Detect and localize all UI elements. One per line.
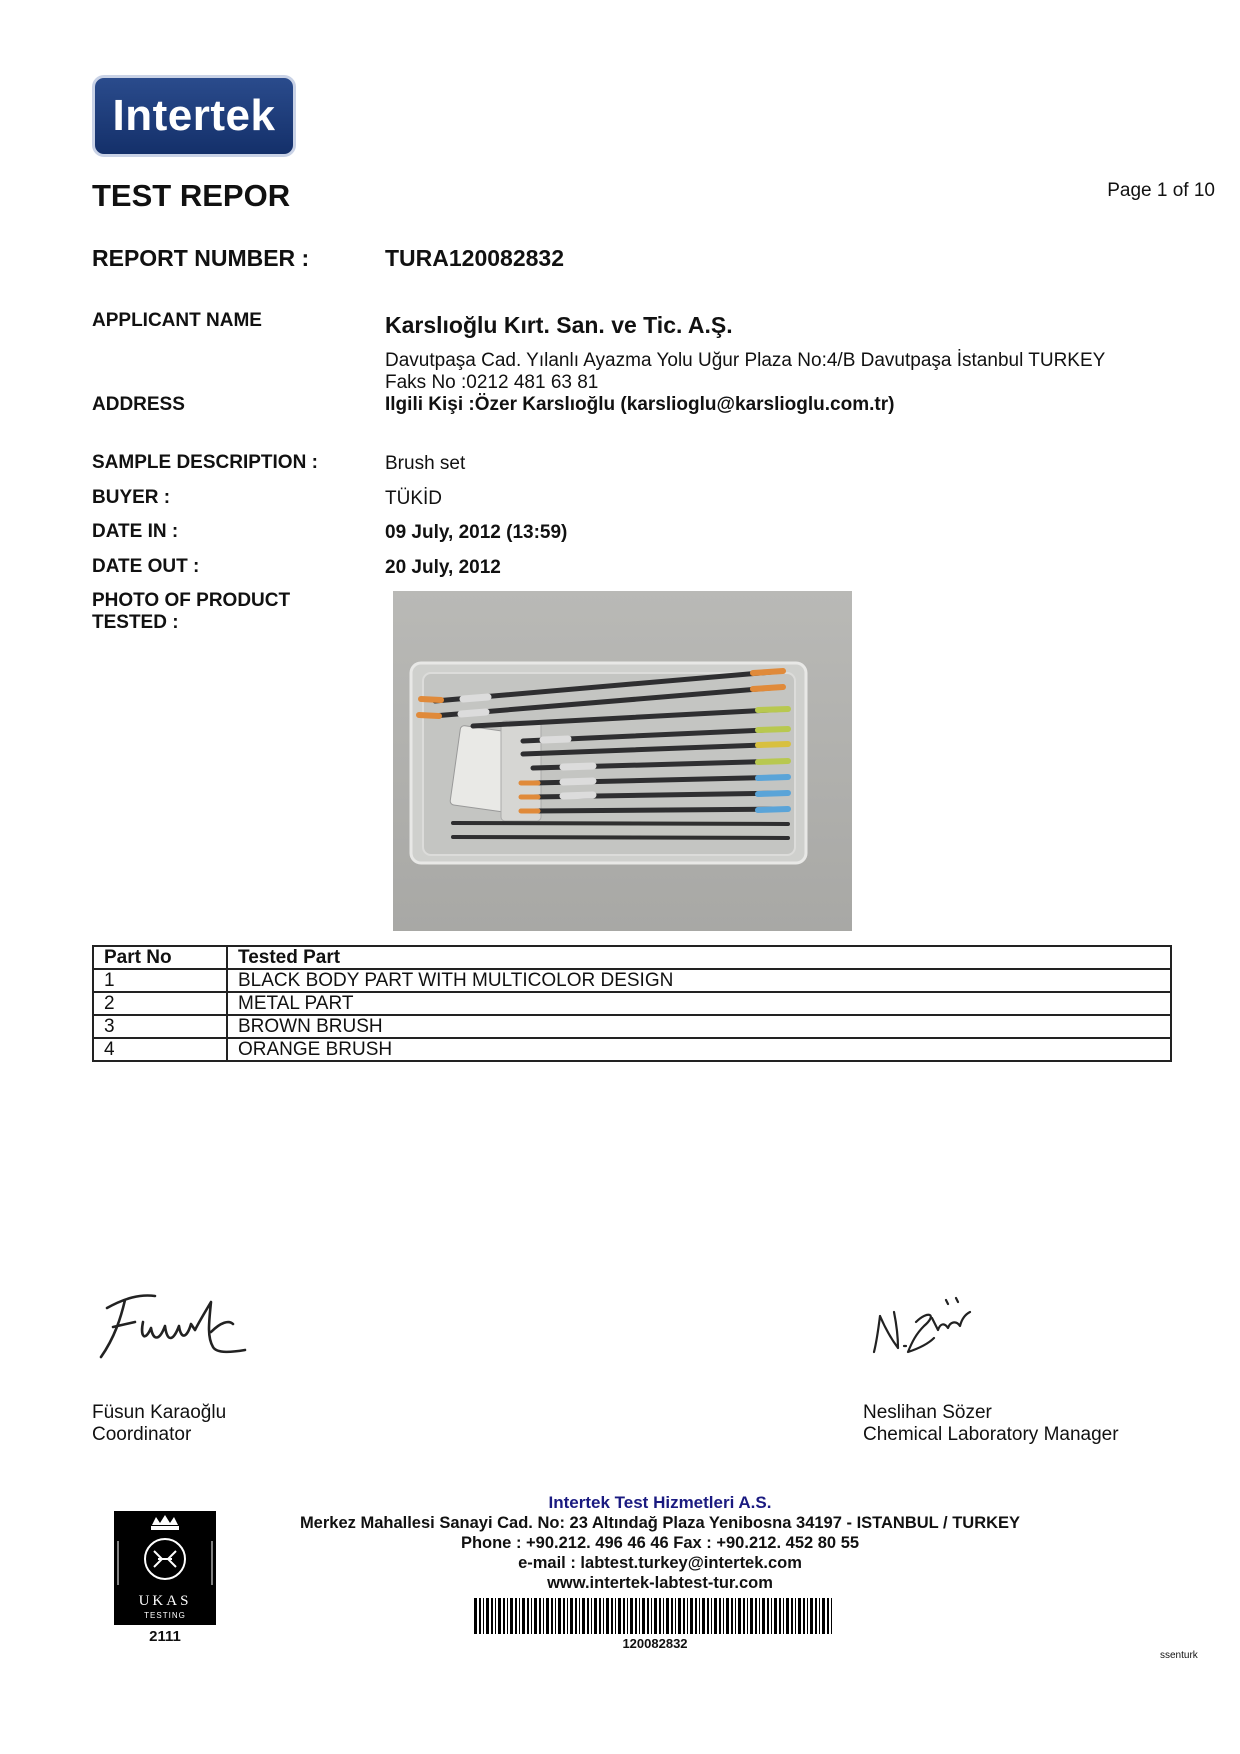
barcode-bar	[690, 1598, 693, 1634]
barcode-bar	[666, 1598, 669, 1634]
barcode-bar	[534, 1598, 537, 1634]
barcode-bar	[767, 1598, 769, 1634]
company-footer	[250, 1493, 1070, 1593]
barcode-bar	[647, 1598, 649, 1634]
barcode-bar	[735, 1598, 736, 1634]
barcode-bar	[491, 1598, 493, 1634]
barcode-bar	[755, 1598, 757, 1634]
barcode-bar	[659, 1598, 661, 1634]
barcode-bar	[714, 1598, 717, 1634]
barcode-bar	[623, 1598, 625, 1634]
photo-label-line-2: TESTED :	[92, 612, 179, 633]
buyer-value: TÜKİD	[385, 488, 442, 509]
coordinator-role: Coordinator	[92, 1424, 192, 1445]
barcode-bar	[543, 1598, 544, 1634]
barcode-bar	[515, 1598, 517, 1634]
address-line-3: Ilgili Kişi :Özer Karslıoğlu (karslioglu@karslioglu.com.tr)	[385, 394, 895, 415]
barcode-bar	[519, 1598, 520, 1634]
barcode-bar	[474, 1598, 477, 1634]
barcode-bar	[791, 1598, 793, 1634]
barcode-bar	[579, 1598, 580, 1634]
table-row	[93, 992, 1171, 1015]
page-number: Page 1 of 10	[1107, 180, 1215, 201]
barcode-bar	[587, 1598, 589, 1634]
barcode-bar	[563, 1598, 565, 1634]
barcode-bar	[555, 1598, 556, 1634]
report-number-value: TURA120082832	[385, 245, 565, 271]
date-in-value: 09 July, 2012 (13:59)	[385, 522, 568, 543]
logo-text: Intertek	[112, 91, 276, 140]
footer-company-name: Intertek Test Hizmetleri A.S.	[548, 1493, 772, 1512]
barcode-bar	[635, 1598, 637, 1634]
barcode-bar	[527, 1598, 529, 1634]
tested-part-cell: BLACK BODY PART WITH MULTICOLOR DESIGN	[227, 969, 1171, 992]
barcode-bar	[594, 1598, 597, 1634]
date-out-value: 20 July, 2012	[385, 557, 501, 578]
barcode-bar	[719, 1598, 721, 1634]
barcode-bar	[599, 1598, 601, 1634]
coordinator-signature	[95, 1282, 265, 1362]
manager-role: Chemical Laboratory Manager	[863, 1424, 1119, 1445]
barcode-bar	[762, 1598, 765, 1634]
barcode-bar	[807, 1598, 808, 1634]
barcode-bar	[671, 1598, 673, 1634]
barcode-bar	[539, 1598, 541, 1634]
report-barcode	[474, 1598, 836, 1634]
barcode-bar	[831, 1598, 832, 1634]
barcode-bar	[582, 1598, 585, 1634]
barcode-bar	[606, 1598, 609, 1634]
barcode-bar	[630, 1598, 633, 1634]
barcode-bar	[695, 1598, 697, 1634]
product-photo	[393, 591, 852, 931]
barcode-bar	[570, 1598, 573, 1634]
barcode-bar	[827, 1598, 829, 1634]
barcode-bar	[699, 1598, 700, 1634]
report-title: TEST REPOR	[92, 178, 291, 213]
coordinator-name: Füsun Karaoğlu	[92, 1402, 227, 1423]
manager-name: Neslihan Sözer	[863, 1402, 992, 1423]
barcode-bar	[510, 1598, 513, 1634]
ukas-label: UKAS	[138, 1593, 192, 1609]
barcode-bar	[546, 1598, 549, 1634]
barcode-bar	[531, 1598, 532, 1634]
barcode-bar	[495, 1598, 496, 1634]
ukas-sub-label: TESTING	[144, 1611, 186, 1620]
address-line-1: Davutpaşa Cad. Yılanlı Ayazma Yolu Uğur Plaza No:4/B Davutpaşa İstanbul TURKEY	[385, 350, 1106, 371]
table-row	[93, 1038, 1171, 1061]
footer-email: e-mail : labtest.turkey@intertek.com	[518, 1554, 802, 1572]
date-out-label: DATE OUT :	[92, 556, 200, 577]
barcode-bar	[779, 1598, 781, 1634]
table-row	[93, 969, 1171, 992]
barcode-bar	[743, 1598, 745, 1634]
barcode-bar	[639, 1598, 640, 1634]
barcode-bar	[711, 1598, 712, 1634]
barcode-bar	[803, 1598, 805, 1634]
barcode-bar	[819, 1598, 820, 1634]
barcode-bar	[591, 1598, 592, 1634]
barcode-bar	[731, 1598, 733, 1634]
photo-label-line-1: PHOTO OF PRODUCT	[92, 590, 291, 611]
brush-set-illustration	[393, 591, 852, 931]
barcode-bar	[642, 1598, 645, 1634]
barcode-bar	[723, 1598, 724, 1634]
part-no-cell: 3	[93, 1015, 227, 1038]
barcode-bar	[783, 1598, 784, 1634]
barcode-bar	[567, 1598, 568, 1634]
barcode-bar	[603, 1598, 604, 1634]
barcode-bar	[575, 1598, 577, 1634]
barcode-number: 120082832	[622, 1636, 688, 1651]
barcode-bar	[687, 1598, 688, 1634]
report-number-label: REPORT NUMBER :	[92, 245, 310, 271]
barcode-bar	[663, 1598, 664, 1634]
barcode-bar	[618, 1598, 621, 1634]
footer-address: Merkez Mahallesi Sanayi Cad. No: 23 Altındağ Plaza Yenibosna 34197 - ISTANBUL / TURKEY	[299, 1514, 1021, 1532]
barcode-bar	[702, 1598, 705, 1634]
barcode-bar	[815, 1598, 817, 1634]
footer-phone: Phone : +90.212. 496 46 46 Fax : +90.212. 452 80 55	[460, 1534, 860, 1552]
coordinator-block	[92, 1402, 226, 1446]
barcode-bar	[726, 1598, 729, 1634]
barcode-bar	[759, 1598, 760, 1634]
barcode-bar	[798, 1598, 801, 1634]
barcode-bar	[611, 1598, 613, 1634]
barcode-bar	[810, 1598, 813, 1634]
ukas-number: 2111	[149, 1628, 181, 1645]
barcode-bar	[654, 1598, 657, 1634]
barcode-bar	[627, 1598, 628, 1634]
barcode-bar	[522, 1598, 525, 1634]
barcode-bar	[822, 1598, 825, 1634]
sample-description-label: SAMPLE DESCRIPTION :	[92, 452, 318, 473]
tested-parts-table	[92, 945, 1172, 1062]
barcode-bar	[795, 1598, 796, 1634]
barcode-bar	[498, 1598, 501, 1634]
barcode-bar	[774, 1598, 777, 1634]
address-label: ADDRESS	[92, 394, 185, 415]
barcode-bar	[558, 1598, 561, 1634]
intertek-logo	[92, 75, 296, 157]
manager-block	[863, 1402, 1119, 1446]
barcode-bar	[615, 1598, 616, 1634]
barcode-bar	[507, 1598, 508, 1634]
tested-part-header: Tested Part	[227, 946, 1171, 969]
manager-signature	[868, 1292, 978, 1362]
barcode-bar	[503, 1598, 505, 1634]
part-no-cell: 2	[93, 992, 227, 1015]
tested-part-cell: BROWN BRUSH	[227, 1015, 1171, 1038]
barcode-bar	[750, 1598, 753, 1634]
barcode-bar	[771, 1598, 772, 1634]
table-header-row	[93, 946, 1171, 969]
barcode-bar	[651, 1598, 652, 1634]
barcode-bar	[738, 1598, 741, 1634]
address-line-2: Faks No :0212 481 63 81	[385, 372, 599, 393]
buyer-label: BUYER :	[92, 487, 171, 508]
applicant-value: Karslıoğlu Kırt. San. ve Tic. A.Ş.	[385, 312, 733, 338]
barcode-bar	[786, 1598, 789, 1634]
ukas-accreditation-mark	[114, 1511, 216, 1625]
barcode-bar	[483, 1598, 484, 1634]
footer-website: www.intertek-labtest-tur.com	[547, 1574, 773, 1592]
part-no-header: Part No	[93, 946, 227, 969]
barcode-bar	[683, 1598, 685, 1634]
table-row	[93, 1015, 1171, 1038]
barcode-bar	[678, 1598, 681, 1634]
barcode-bar	[747, 1598, 748, 1634]
barcode-bar	[486, 1598, 489, 1634]
tested-part-cell: ORANGE BRUSH	[227, 1038, 1171, 1061]
barcode-bar	[675, 1598, 676, 1634]
applicant-label: APPLICANT NAME	[92, 310, 262, 331]
date-in-label: DATE IN :	[92, 521, 179, 542]
barcode-bar	[551, 1598, 553, 1634]
tested-part-cell: METAL PART	[227, 992, 1171, 1015]
operator-id: ssenturk	[1160, 1650, 1198, 1661]
part-no-cell: 4	[93, 1038, 227, 1061]
barcode-bar	[707, 1598, 709, 1634]
barcode-bar	[479, 1598, 481, 1634]
sample-description-value: Brush set	[385, 453, 466, 474]
part-no-cell: 1	[93, 969, 227, 992]
